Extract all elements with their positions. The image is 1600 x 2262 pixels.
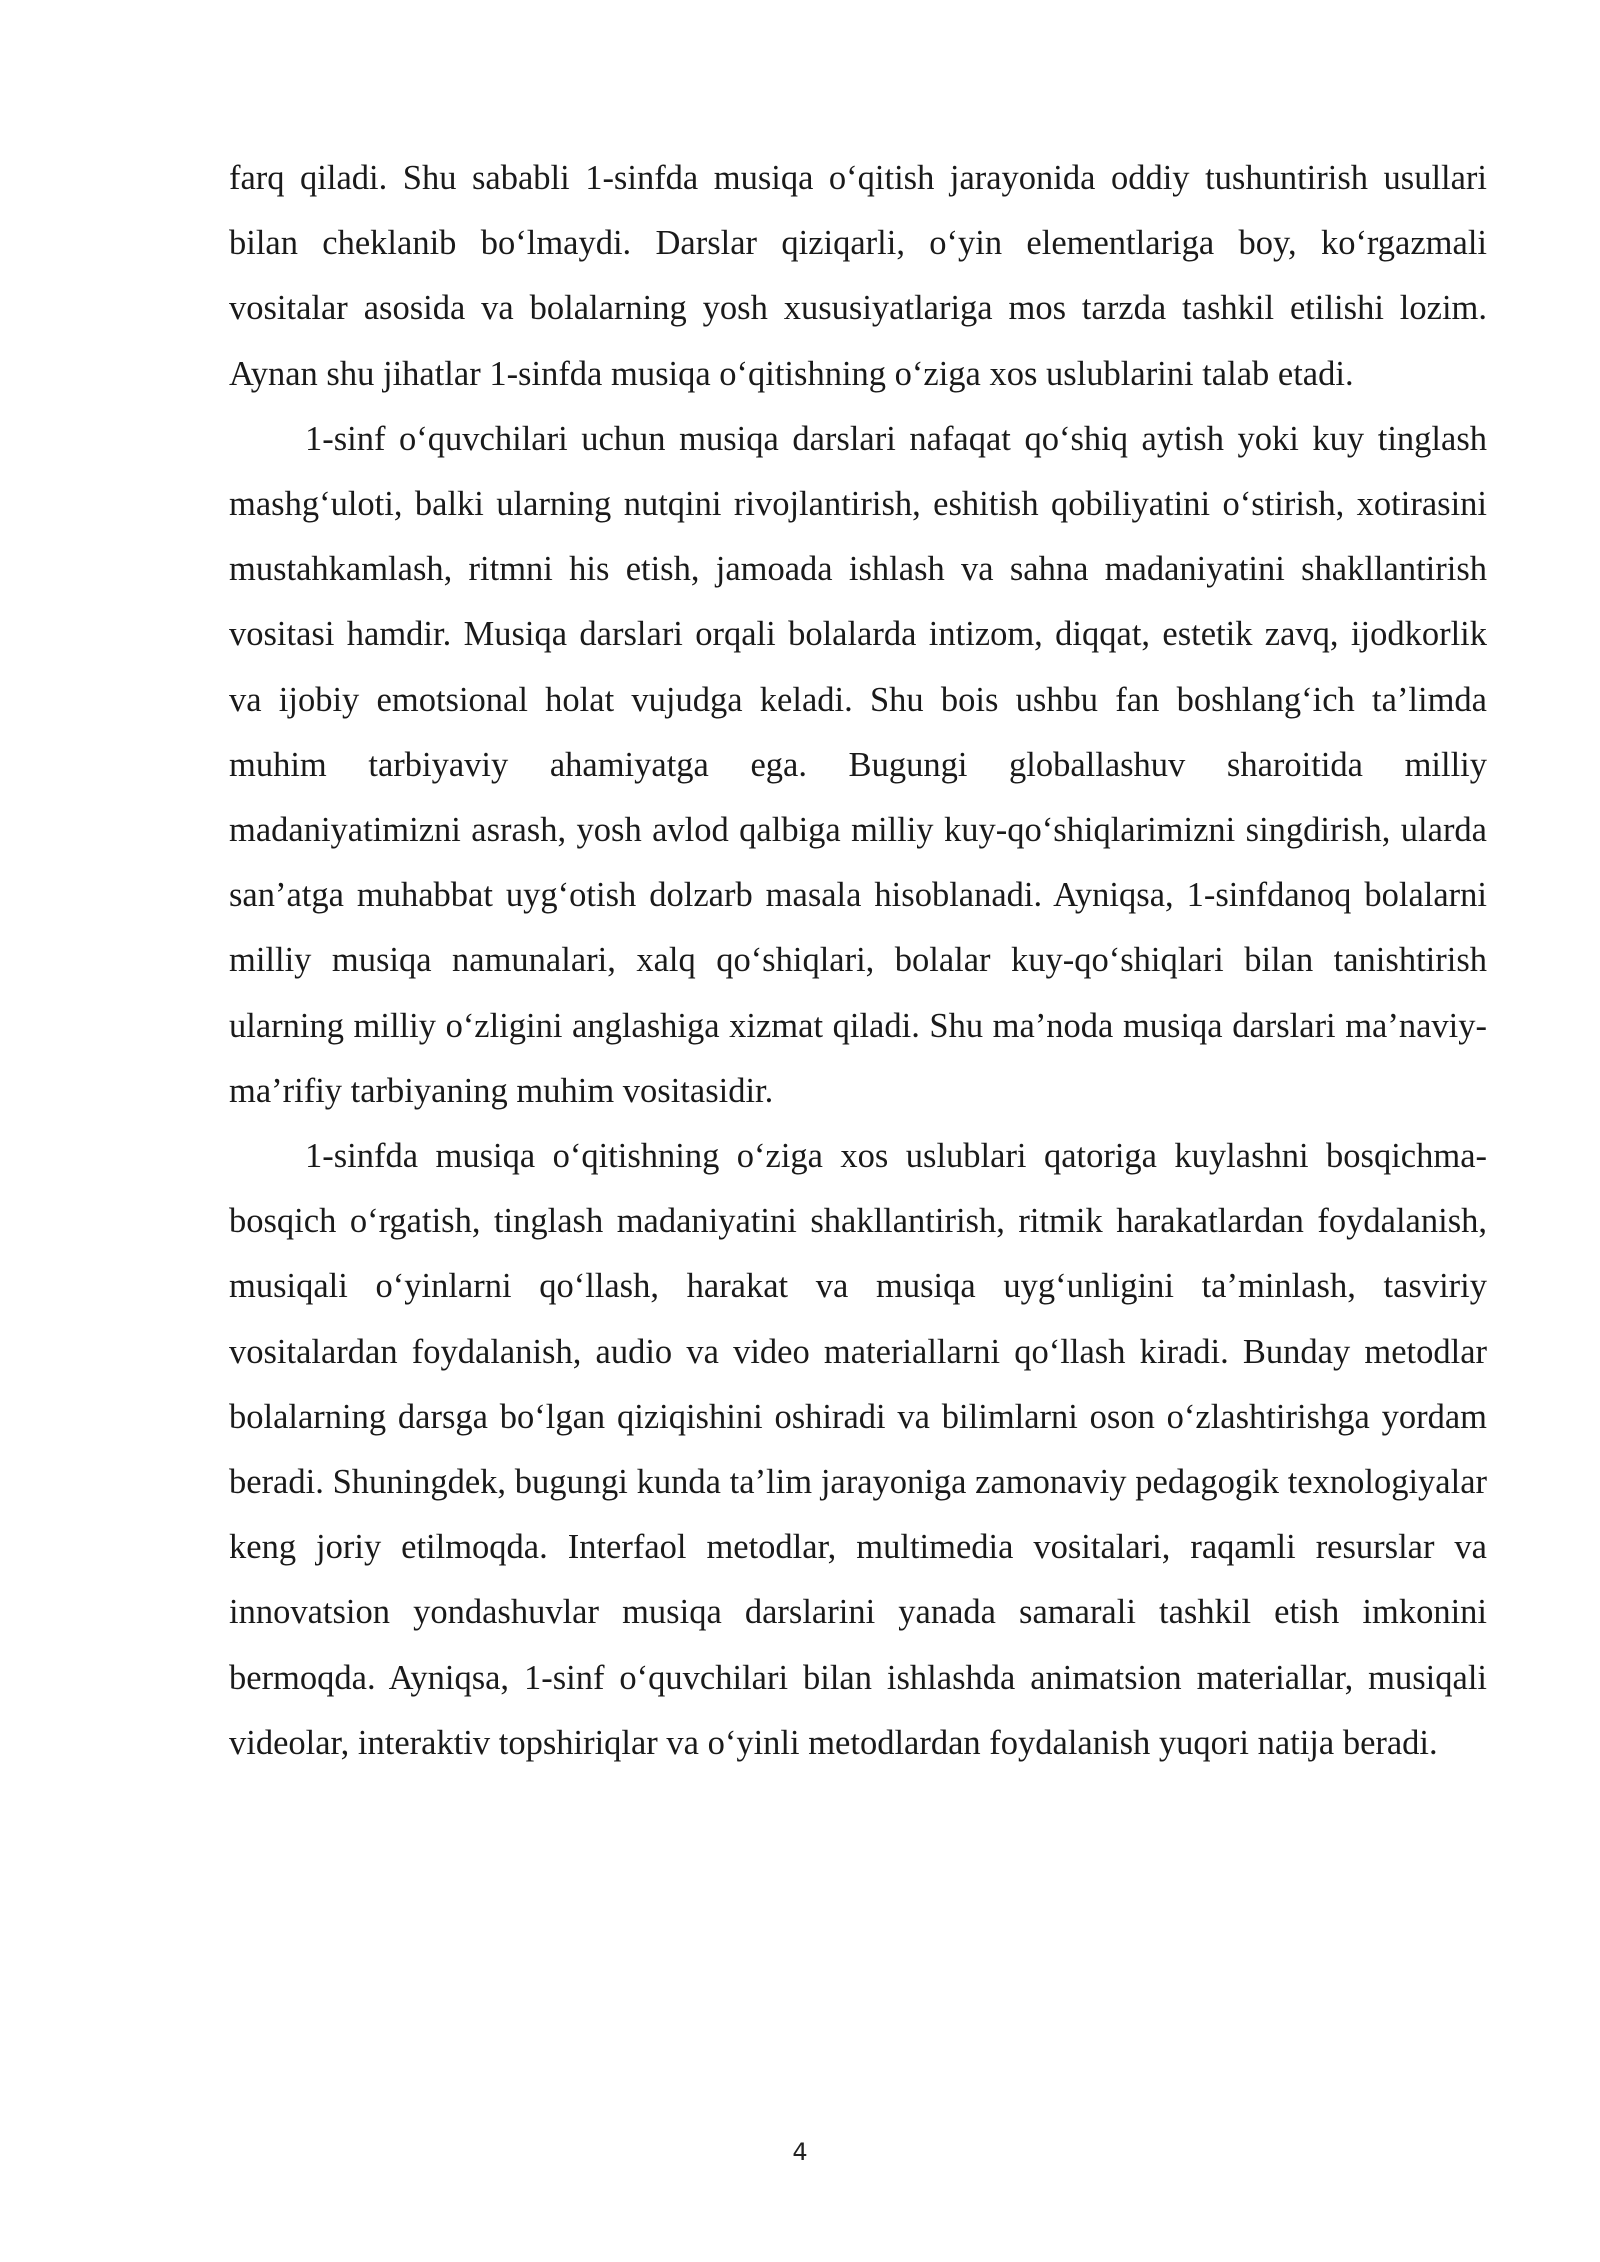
paragraph-continued: farq qiladi. Shu sababli 1-sinfda musiqa o‘qitish jarayonida oddiy tushuntirish usullari bilan cheklanib bo‘lmaydi. Darslar qiziqarli, o‘yin elementlariga boy, ko‘rgazmali vositalar asosida va bolalarning yosh xususiyatlariga mos tarzda tashkil etilishi lozim. Aynan shu jihatlar 1-sinfda musiqa o‘qitishning o‘ziga xos uslublarini talab etadi. bbox=[229, 159, 1487, 393]
paragraph: 1-sinfda musiqa o‘qitishning o‘ziga xos uslublari qatoriga kuylashni bosqichma-bosqich o‘rgatish, tinglash madaniyatini shakllantirish, ritmik harakatlardan foydalanish, musiqali o‘yinlarni qo‘llash, harakat va musiqa uyg‘unligini ta’minlash, tasviriy vositalardan foydalanish, audio va video materiallarni qo‘llash kiradi. Bunday metodlar bolalarning darsga bo‘lgan qiziqishini oshiradi va bilimlarni oson o‘zlashtirishga yordam beradi. Shuningdek, bugungi kunda ta’lim jarayoniga zamonaviy pedagogik texnologiyalar keng joriy etilmoqda. Interfaol metodlar, multimedia vositalari, raqamli resurslar va innovatsion yondashuvlar musiqa darslarini yanada samarali tashkil etish imkonini bermoqda. Ayniqsa, 1-sinf o‘quvchilari bilan ishlashda animatsion materiallar, musiqali videolar, interaktiv topshiriqlar va o‘yinli metodlardan foydalanish yuqori natija beradi. bbox=[229, 1137, 1487, 1762]
paragraph: 1-sinf o‘quvchilari uchun musiqa darslari nafaqat qo‘shiq aytish yoki kuy tinglash mashg‘uloti, balki ularning nutqini rivojlantirish, eshitish qobiliyatini o‘stirish, xotirasini mustahkamlash, ritmni his etish, jamoada ishlash va sahna madaniyatini shakllantirish vositasi hamdir. Musiqa darslari orqali bolalarda intizom, diqqat, estetik zavq, ijodkorlik va ijobiy emotsional holat vujudga keladi. Shu bois ushbu fan boshlang‘ich ta’limda muhim tarbiyaviy ahamiyatga ega. Bugungi globallashuv sharoitida milliy madaniyatimizni asrash, yosh avlod qalbiga milliy kuy-qo‘shiqlarimizni singdirish, ularda san’atga muhabbat uyg‘otish dolzarb masala hisoblanadi. Ayniqsa, 1-sinfdanoq bolalarni milliy musiqa namunalari, xalq qo‘shiqlari, bolalar kuy-qo‘shiqlari bilan tanishtirish ularning milliy o‘zligini anglashiga xizmat qiladi. Shu ma’noda musiqa darslari ma’naviy-ma’rifiy tarbiyaning muhim vositasidir. bbox=[229, 419, 1487, 1110]
body-text bbox=[229, 146, 1487, 1776]
page-number: 4 bbox=[792, 2138, 808, 2166]
